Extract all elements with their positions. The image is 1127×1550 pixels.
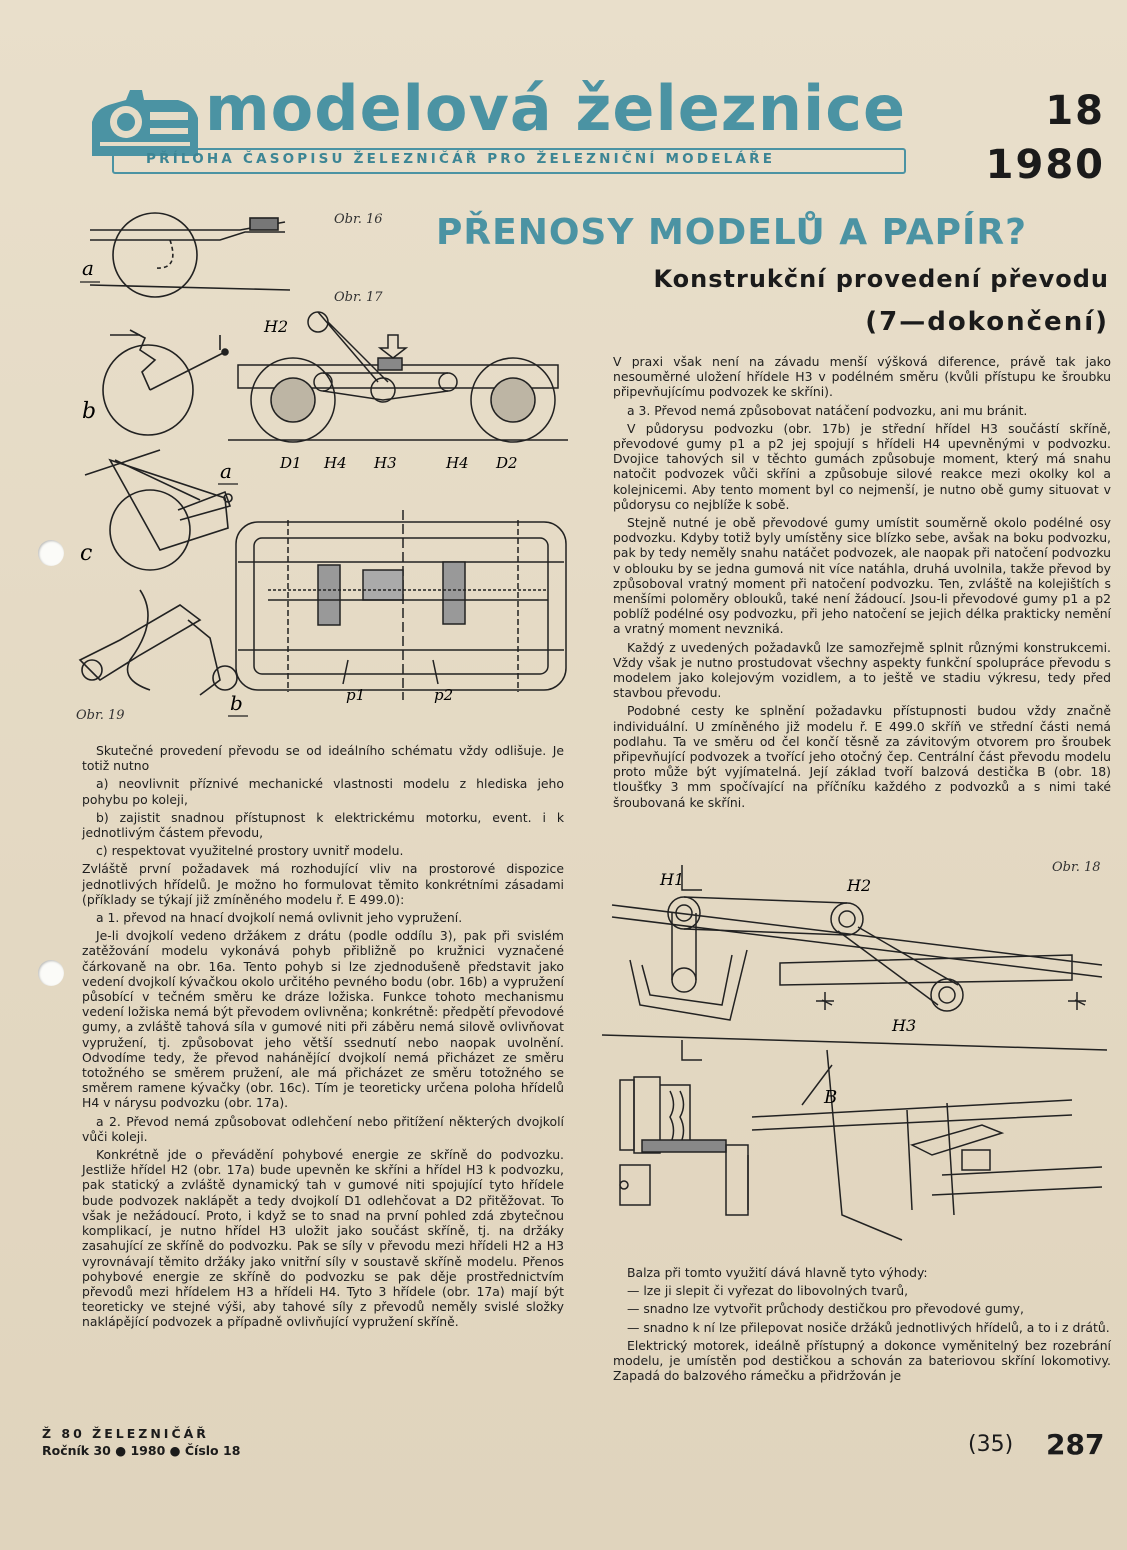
paragraph: — snadno k ní lze přilepovat nosiče držáků jednotlivých hřídelů, a to i z drátů. <box>627 1319 1110 1335</box>
paragraph: a 1. převod na hnací dvojkolí nemá ovlivnit jeho vypružení. <box>96 910 463 926</box>
paragraph: V praxi však není na závadu menší výšková diference, právě tak jako nesouměrné uložení hřídele H3 v podélném směru (kvůli přístupu ke šroubku připevňujícímu podvozek ke skříni). <box>613 354 1111 400</box>
paragraph: Skutečné provedení převodu se od ideálního schématu vždy odlišuje. Je totiž nutno <box>82 743 564 774</box>
fig17-label-h3: H3 <box>374 454 397 472</box>
paragraph: a 3. Převod nemá způsobovat natáčení podvozku, ani mu bránit. <box>627 402 1028 418</box>
right-column-text-bottom <box>613 1265 1111 1386</box>
fig17-label-b: b <box>230 691 243 715</box>
fig17-label-h2: H2 <box>264 317 289 336</box>
footer-imprint <box>42 1425 240 1459</box>
right-column-text-top <box>613 354 1111 813</box>
paragraph: a) neovlivnit příznivé mechanické vlastnosti modelu z hlediska jeho pohybu po koleji, <box>82 776 564 807</box>
fig18-label-h3: H3 <box>892 1016 917 1035</box>
fig17-label-d2: D2 <box>496 454 518 472</box>
fig17-label-p2: p2 <box>434 686 454 704</box>
fig17-label-p1: p1 <box>346 686 366 704</box>
fig18-label-b: B <box>824 1087 838 1108</box>
paragraph: Balza při tomto využití dává hlavně tyto výhody: <box>627 1265 928 1280</box>
left-column-text <box>82 743 564 1333</box>
paragraph: — lze ji slepit či vyřezat do libovolných tvarů, <box>627 1283 909 1299</box>
fig16-caption: Obr. 16 <box>334 212 383 227</box>
figure-17-diagram <box>220 300 588 720</box>
footer-brand: Ž 80 ŽELEZNIČÁŘ <box>42 1426 209 1441</box>
fig17-label-a: a <box>220 459 232 483</box>
paragraph: Elektrický motorek, ideálně přístupný a dokonce vyměnitelný bez rozebrání modelu, je umístěn pod destičkou a schován za bateriovou skříní lokomotivy. Zapadá do balzového rámečku a přidržován je <box>613 1337 1111 1384</box>
fig17-caption: Obr. 17 <box>334 290 383 305</box>
article-subtitle: Konstrukční provedení převodu <box>653 265 1109 293</box>
paragraph: V půdorysu podvozku (obr. 17b) je střední hřídel H3 součástí skříně, převodové gumy p1 a p2 jej spojují s hřídeli H4 upevněnými v podvozku. Dvojice tahových sil v těchto gumách způsobuje moment, který má snahu natočit podvozek vůči skříni a způsobuje silové reakce mezi okolky kol a kolejnicemi. Aby tento moment byl co nejmenší, je nutno obě gumy situovat v půdorysu co nejblíže k sobě. <box>613 420 1111 512</box>
fig16-label-b: b <box>82 399 97 424</box>
fig19-caption: Obr. 19 <box>76 708 125 723</box>
fig18-label-h1: H1 <box>660 870 685 889</box>
article-part: (7—dokončení) <box>865 307 1109 337</box>
paragraph: Stejně nutné je obě převodové gumy umístit souměrně okolo podélné osy podvozku. Kdyby totiž byly umístěny sice blízko sebe, avšak na boku podvozku, pak by tedy neměly snahu natáčet podvozek, ale naopak při natočení podvozku v oblouku by se jedna gumová nit více natáhla, druhá uvolnila, takže převod by způsoboval vratný moment při natočení podvozku. Ten, zvláště na kolejištích s menšími poloměry oblouků, také není žádoucí. Jsou-li převodové gumy p1 a p2 poblíž podélné osy podvozku, při jeho natočení se jejich délka prakticky nemění a vratný moment nevzniká. <box>613 515 1111 637</box>
paragraph: a 2. Převod nemá způsobovat odlehčení nebo přitížení některých dvojkolí vůči koleji. <box>82 1113 564 1144</box>
page-number-secondary: (35) <box>968 1432 1014 1457</box>
paragraph: b) zajistit snadnou přístupnost k elektrickému motorku, event. i k jednotlivým částem převodu, <box>82 809 564 841</box>
figure-18-diagram <box>602 855 1114 1250</box>
page-number: 287 <box>1046 1428 1105 1461</box>
footer-volume: Ročník 30 ● 1980 ● Číslo 18 <box>42 1443 241 1458</box>
paragraph: c) respektovat využitelné prostory uvnitř modelu. <box>96 843 404 859</box>
paragraph: Je-li dvojkolí vedeno držákem z drátu (podle oddílu 3), pak při svislém zatěžování modelu vykonává pohyb přibližně po kružnici vyznačené čárkovaně na obr. 16a. Tento pohyb si lze zjednodušeně představit jako vedení dvojkolí kývačkou okolo určitého pevného bodu (obr. 16b) a vypružení působící v tečném směru ke dráze ložiska. Funkce tohoto mechanismu vedení ložiska nemá být převodem ovlivněna; konkrétně: předpětí převodové gumy, a zvláště tahová síla v gumové niti při záběru nemá silově ovlivňovat vypružení, tj. způsobovat jeho větší ssednutí nebo naopak uvolnění. Odvodíme tedy, že převod nahánějící dvojkolí nemá přicházet ze směru totožného se směrem pružení, ale má přicházet ze směru totožného se směrem ramene kývačky (obr. 16c). Tím je teoreticky určena poloha hřídelů H4 v nárysu podvozku (obr. 17a). <box>82 928 564 1111</box>
masthead-subtitle: PŘÍLOHA ČASOPISU ŽELEZNIČÁŘ PRO ŽELEZNIČNÍ MODELÁŘE <box>146 151 776 167</box>
fig17-label-h4a: H4 <box>324 454 347 472</box>
fig18-label-h2: H2 <box>847 876 872 895</box>
fig17-label-h4b: H4 <box>446 454 469 472</box>
masthead-title: modelová železnice <box>205 72 907 145</box>
binder-hole <box>38 960 64 986</box>
issue-year: 1980 <box>985 142 1105 188</box>
fig16-label-c: c <box>80 541 93 566</box>
paragraph: — snadno lze vytvořit průchody destičkou pro převodové gumy, <box>627 1301 1024 1317</box>
article-title: PŘENOSY MODELŮ A PAPÍR? <box>436 212 1028 253</box>
paragraph: Zvláště první požadavek má rozhodující vliv na prostorové dispozice jednotlivých hřídelů. Je možno ho formulovat těmito konkrétními zásadami (příklady se týkají již zmíněného modelu ř. E 499.0): <box>82 861 564 907</box>
binder-hole <box>38 540 64 566</box>
fig18-caption: Obr. 18 <box>1052 860 1101 875</box>
fig17-label-d1: D1 <box>280 454 302 472</box>
paragraph: Každý z uvedených požadavků lze samozřejmě splnit různými konstrukcemi. Vždy však je nutno prostudovat všechny aspekty funkční spolupráce převodu s modelem jako kolejovým vozidlem, a to ještě ve stadiu výkresu, tedy před stavbou převodu. <box>613 639 1111 701</box>
paragraph: Konkrétně jde o převádění pohybové energie ze skříně do podvozku. Jestliže hřídel H2 (obr. 17a) bude upevněn ke skříni a hřídel H3 k podvozku, pak statický a zvláště dynamický tah v gumové niti spojující tyto hřídele bude podvozek naklápět a tedy dvojkolí D1 odlehčovat a D2 přitěžovat. To však je nežádoucí. Proto, i když se to snad na první pohled zdá zbytečnou komplikací, je nutno hřídel H3 uložit jako součást skříně, tj. na držáky zasahující ze skříně do podvozku. Pak se síly v převodu mezi hřídeli H2 a H3 vyrovnávají těmito držáky jako vnitřní síly v soustavě skříně modelu. Přenos pohybové energie ze skříně do podvozku se pak děje prostřednictvím převodů mezi hřídelem H3 a hřídeli H4. Tyto 3 hřídele (obr. 17a) mají být teoreticky ve stejné výši, aby tahové síly z převodů neměly svislé složky naklápějící podvozek a případně ovlivňující vypružení skříně. <box>82 1147 564 1330</box>
fig16-label-a: a <box>82 256 94 280</box>
issue-number: 18 <box>1045 88 1105 134</box>
paragraph: Podobné cesty ke splnění požadavku přístupnosti budou vždy značně individuální. U zmíněného již modelu ř. E 499.0 skříň ve střední části nemá podlahu. Ta ve směru od čel končí těsně za závitovým otvorem pro šroubek připevňující podvozek a tvořící jeho otočný čep. Centrální část převodu modelu proto může být vyjímatelná. Její základ tvoří balzová destička B (obr. 18) tloušťky 3 mm spočívající na příčníku každého z podvozků a s nimi také šroubovaná ke skříni. <box>613 703 1111 810</box>
